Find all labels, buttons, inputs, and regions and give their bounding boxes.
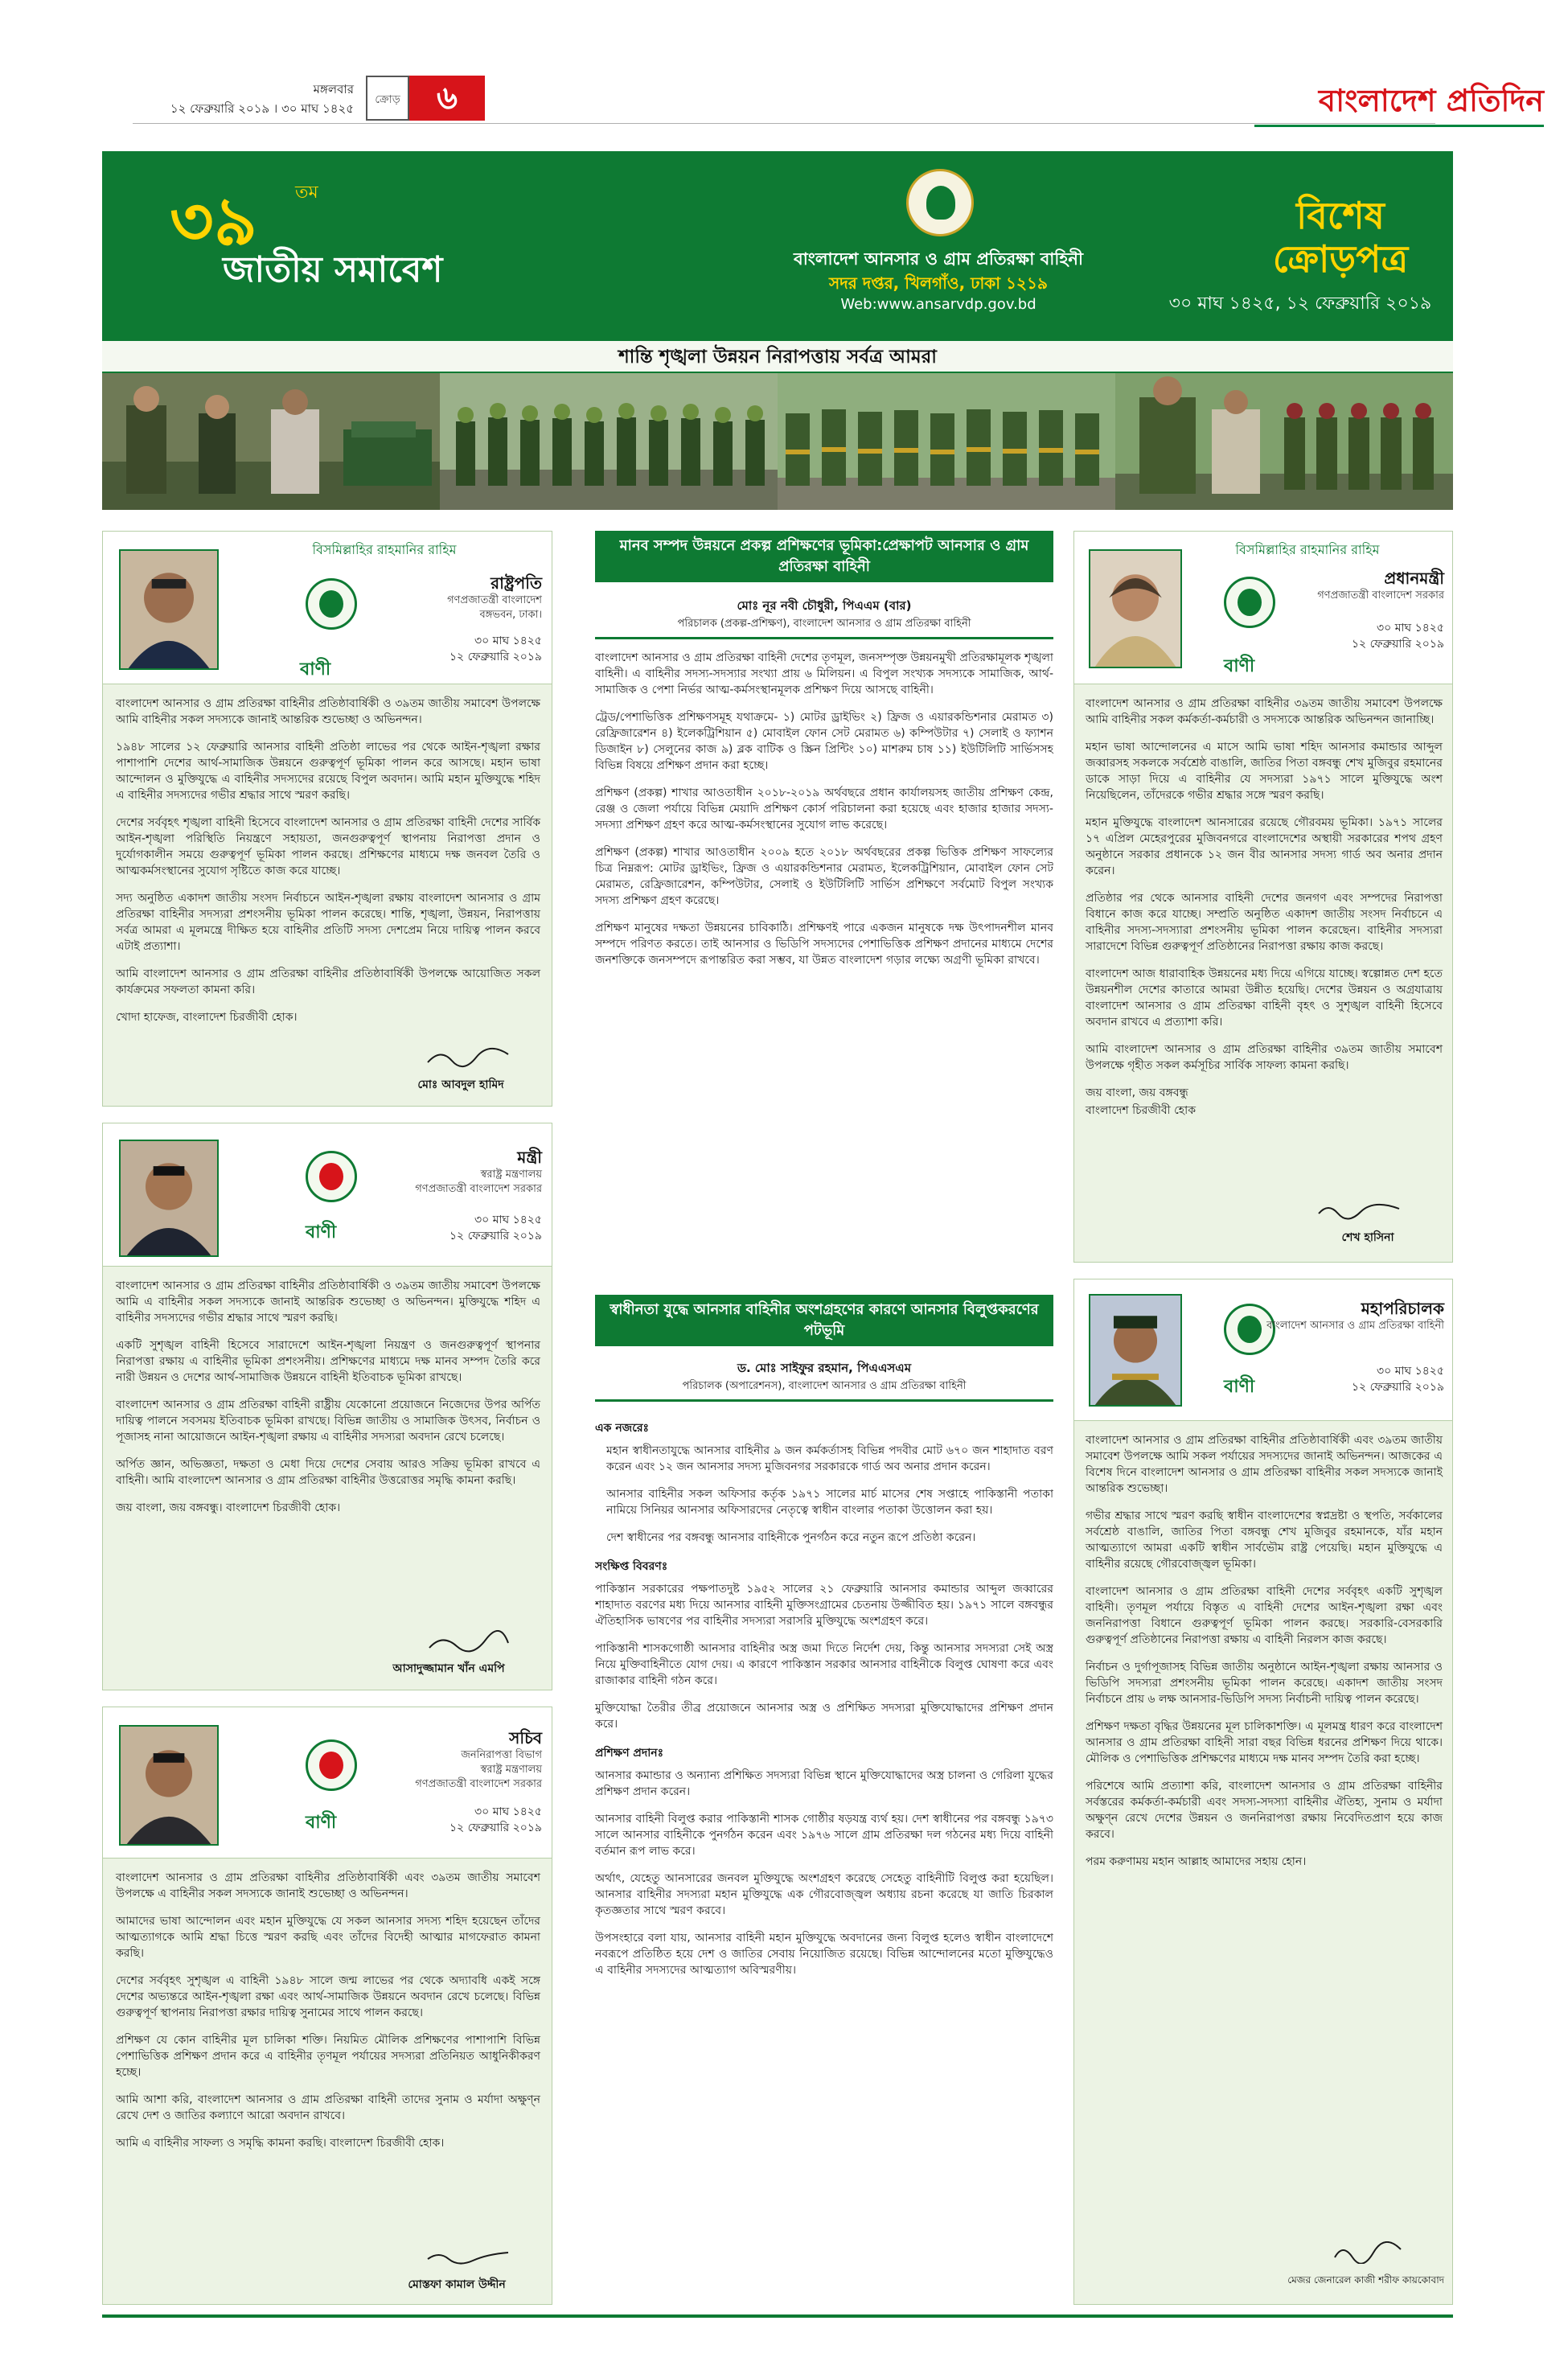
masthead-day: মঙ্গলবার: [313, 82, 354, 97]
page-number: ৬: [409, 76, 485, 121]
section-heading: এক নজরেঃ: [595, 1422, 649, 1435]
secretary-title: সচিব: [509, 1728, 542, 1748]
issue-date: ৩০ মাঘ ১৪২৫, ১২ ফেব্রুয়ারি ২০১৯: [1168, 294, 1432, 314]
home-minister-subtitle-2: গণপ্রজাতন্ত্রী বাংলাদেশ সরকার: [415, 1183, 542, 1195]
paragraph: সদ্য অনুষ্ঠিত একাদশ জাতীয় সংসদ নির্বাচনে আইন-শৃঙ্খলা রক্ষায় বাংলাদেশ আনসার ও গ্রাম প্রতিরক্ষা বাহিনীর সদস্যরা প্রশংসনীয় ভূমিকা পালন করেছে। শান্তি, শৃঙ্খলা, উন্নয়ন, নিরাপত্তায় সর্বত্র আমরা এ মূলমন্ত্রে দীক্ষিত হয়ে বাহিনীর প্রতিটি সদস্য দেশপ্রেম নিয়ে দায়িত্ব পালন করবে এটাই প্রত্যাশা।: [116, 892, 540, 953]
paragraph: বাংলাদেশ আনসার ও গ্রাম প্রতিরক্ষা বাহিনী দেশের সর্ববৃহৎ একটি সুশৃঙ্খল বাহিনী। তৃণমূল পর্যায়ে বিস্তৃত এ বাহিনী দেশের আইন-শৃঙ্খলা রক্ষা এবং জননিরাপত্তা বিধানে গুরুত্বপূর্ণ ভূমিকা পালন করছে। সরকারি-বেসরকারি গুরুত্বপূর্ণ প্রতিষ্ঠানের নিরাপত্তা রক্ষায় এ বাহিনী নিরলস কাজ করছে।: [1086, 1585, 1443, 1646]
paragraph: প্রশিক্ষণ দক্ষতা বৃদ্ধির উন্নয়নের মূল চালিকাশক্তি। এ মূলমন্ত্র ধারণ করে বাংলাদেশ আনসার ও গ্রাম প্রতিরক্ষা বাহিনী সারা বছর বিভিন্ন ধরনের প্রশিক্ষণ দিয়ে থাকে। মৌলিক ও পেশাভিত্তিক প্রশিক্ষণের মাধ্যমে দক্ষ মানব সম্পদ তৈরি করা হচ্ছে।: [1086, 1720, 1443, 1765]
director-general-title: মহাপরিচালক: [1361, 1299, 1444, 1318]
paragraph: বাংলাদেশ চিরজীবী হোক: [1086, 1104, 1197, 1117]
paragraph: প্রশিক্ষণ (প্রকল্প) শাখার আওতাধীন ২০১৮-২০১৯ অর্থবছরে প্রধান কার্যালয়সহ জাতীয় প্রশিক্ষণ কেন্দ্র, রেঞ্জ ও জেলা পর্যায়ে বিভিন্ন মেয়াদি প্রশিক্ষণ কোর্স পরিচালনা করা হয়েছে এবং হাজার হাজার সদস্য-সদস্যা প্রশিক্ষণ গ্রহণ করে আত্ম-কর্মসংস্থানের সুযোগ লাভ করেছে।: [595, 787, 1053, 832]
paragraph: আমি আশা করি, বাংলাদেশ আনসার ও গ্রাম প্রতিরক্ষা বাহিনী তাদের সুনাম ও মর্যাদা অক্ষুণ্ন রেখে দেশ ও জাতির কল্যাণে আরো অবদান রাখবে।: [116, 2093, 540, 2122]
ansar-emblem-icon: [906, 169, 974, 236]
president-seal-icon: [306, 578, 357, 630]
secretary-message-header: [103, 1707, 552, 1859]
article-title: মানব সম্পদ উন্নয়নে প্রকল্প প্রশিক্ষণের ভূমিকা:প্রেক্ষাপট আনসার ও গ্রাম প্রতিরক্ষা বাহিনী: [595, 531, 1053, 582]
section-heading: সংক্ষিপ্ত বিবরণঃ: [595, 1560, 668, 1573]
secretary-subtitle-3: গণপ্রজাতন্ত্রী বাংলাদেশ সরকার: [415, 1778, 542, 1790]
paragraph: আমি এ বাহিনীর সাফল্য ও সমৃদ্ধি কামনা করছি। বাংলাদেশ চিরজীবী হোক।: [116, 2137, 445, 2150]
slogan-bar: শান্তি শৃঙ্খলা উন্নয়ন নিরাপত্তায় সর্বত্র আমরা: [102, 341, 1453, 373]
director-general-date-en: ১২ ফেব্রুয়ারি ২০১৯: [1351, 1381, 1444, 1394]
organization-website: Web:www.ansarvdp.gov.bd: [840, 296, 1036, 313]
photo-strip: [102, 373, 1453, 510]
director-general-portrait: [1089, 1294, 1182, 1407]
home-minister-message-header: [103, 1123, 552, 1267]
paragraph: জয় বাংলা, জয় বঙ্গবন্ধু। বাংলাদেশ চিরজীবী হোক।: [116, 1501, 341, 1514]
paragraph: প্রশিক্ষণ যে কোন বাহিনীর মূল চালিকা শক্তি। নিয়মিত মৌলিক প্রশিক্ষণের পাশাপাশি বিভিন্ন পেশাভিত্তিক প্রশিক্ষণ প্রদান করে এ বাহিনীর তৃণমূল পর্যায়ের সদস্যরা প্রতিনিয়ত আধুনিকীকরণ হচ্ছে।: [116, 2034, 540, 2079]
president-message-header: [103, 532, 552, 684]
article-author: ড. মোঃ সাইফুর রহমান, পিএএসএম: [737, 1361, 912, 1375]
secretary-message-body: [116, 1870, 540, 2162]
paragraph: বাংলাদেশ আনসার ও গ্রাম প্রতিরক্ষা বাহিনী দেশের তৃণমূল, জনসম্পৃক্ত উন্নয়নমুখী প্রতিরক্ষামূলক শৃঙ্খলা বাহিনী। এ বাহিনীর সদস্য-সদস্যার সংখ্যা প্রায় ৬ মিলিয়ন। এ বিপুল সংখ্যক সদস্যকে সামাজিক, আর্থ-সামাজিক ও পেশা নির্ভর আত্ম-কর্মসংস্থানমূলক প্রশিক্ষণ দিয়ে আসছে বাহিনী।: [595, 651, 1053, 696]
president-date-en: ১২ ফেব্রুয়ারি ২০১৯: [449, 651, 542, 663]
paragraph: দেশের সর্ববৃহৎ শৃঙ্খলা বাহিনী হিসেবে বাংলাদেশ আনসার ও গ্রাম প্রতিরক্ষা বাহিনী দেশের সার্বিক আইন-শৃঙ্খলা পরিস্থিতি নিয়ন্ত্রণে সহায়তা, জনগুরুত্বপূর্ণ স্থাপনায় নিরাপত্তা প্রদান ও দুর্যোগকালীন সময়ে গুরুত্বপূর্ণ ভূমিকা পালন করছে। প্রশিক্ষণের মাধ্যমে দক্ষ জনবল তৈরি ও আত্মকর্মসংস্থানের সুযোগ সৃষ্টিতে কাজ করে যাচ্ছে।: [116, 816, 540, 877]
section-heading: প্রশিক্ষণ প্রদানঃ: [595, 1747, 664, 1760]
home-minister-signatory-name: আসাদুজ্জামান খাঁন এমপি: [392, 1662, 505, 1675]
paragraph: ট্রেড/পেশাভিত্তিক প্রশিক্ষণসমূহ যথাক্রমে- ১) মোটর ড্রাইভিং ২) ফ্রিজ ও এয়ারকন্ডিশনার মেরামত ৩) রেফ্রিজারেশন ৪) ইলেকট্রিশিয়ান ৫) মোবাইল ফোন সেট মেরামত ৬) কম্পিউটার ৭) সেলাই ও ফ্যাশন ডিজাইন ৮) সেলুনের কাজ ৯) ব্লক বাটিক ও স্ক্রিন প্রিন্টিং ১০) মাশরুম চাষ ১১) ইউটিলিটি সার্ভিসসহ বিভিন্ন বিষয়ে প্রশিক্ষণ প্রদান করা হচ্ছে।: [595, 711, 1053, 772]
message-label: বাণী: [306, 1813, 337, 1833]
secretary-portrait: [119, 1725, 219, 1846]
list-item: দেশ স্বাধীনের পর বঙ্গবন্ধু আনসার বাহিনীকে পুনর্গঠন করে নতুন রূপে প্রতিষ্ঠা করেন।: [606, 1531, 976, 1544]
prime-minister-portrait: [1089, 549, 1182, 668]
paragraph: উপসংহারে বলা যায়, আনসার বাহিনী মহান মুক্তিযুদ্ধে অবদানের জন্য বিলুপ্ত হলেও স্বাধীন বাংলাদেশে নবরূপে প্রতিষ্ঠিত হয়ে দেশ ও জাতির সেবায় নিয়োজিত রয়েছে। বিভিন্ন আন্দোলনের মতো মুক্তিযুদ্ধেও এ বাহিনীর সদস্যদের আত্মত্যাগ অবিস্মরণীয়।: [595, 1932, 1053, 1977]
bismillah-calligraphy: বিসমিল্লাহির রাহমানির রাহিম: [312, 542, 457, 557]
home-minister-title: মন্ত্রী: [517, 1148, 542, 1167]
prime-minister-message-header: [1074, 532, 1452, 684]
paragraph: বাংলাদেশ আনসার ও গ্রাম প্রতিরক্ষা বাহিনী রাষ্ট্রীয় যেকোনো প্রয়োজনে নিজেদের উপর অর্পিত দায়িত্ব পালনে সবসময় ইতিবাচক ভূমিকা রাখছে। বিভিন্ন জাতীয় ও সামাজিক উৎসব, নির্বাচন ও পূজাসহ নানা আয়োজনে আইন-শৃঙ্খলা রক্ষায় এ বাহিনীর সদস্যরা অবদান রেখে চলেছে।: [116, 1399, 540, 1444]
president-signatory-name: মোঃ আবদুল হামিদ: [417, 1078, 504, 1091]
paragraph: মহান ভাষা আন্দোলনের এ মাসে আমি ভাষা শহিদ আনসার কমান্ডার আব্দুল জব্বারসহ সকলকে সর্বশ্রেষ্ঠ বাঙালি, জাতির পিতা বঙ্গবন্ধু শেখ মুজিবুর রহমানের ডাকে সাড়া দিয়ে এ বাহিনীর যে সদস্যরা ১৯৭১ সালে মুক্তিযুদ্ধে অংশ নিয়েছিলেন, তাঁদেরকে গভীর শ্রদ্ধার সঙ্গে স্মরণ করছি।: [1086, 741, 1443, 802]
article-title: স্বাধীনতা যুদ্ধে আনসার বাহিনীর অংশগ্রহণের কারণে আনসার বিলুপ্তকরণের পটভূমি: [595, 1295, 1053, 1346]
masthead-date: ১২ ফেব্রুয়ারি ২০১৯ । ৩০ মাঘ ১৪২৫: [170, 101, 354, 116]
special-label-1: বিশেষ: [1296, 194, 1385, 237]
home-minister-message-body: [116, 1278, 540, 1527]
paragraph: বাংলাদেশ আনসার ও গ্রাম প্রতিরক্ষা বাহিনীর প্রতিষ্ঠাবার্ষিকী ও ৩৯তম জাতীয় সমাবেশ উপলক্ষে আমি বাহিনীর সকল সদস্যকে জানাই আন্তরিক শুভেচ্ছা ও অভিনন্দন।: [116, 697, 540, 726]
bismillah-calligraphy: বিসমিল্লাহির রাহমানির রাহিম: [1235, 542, 1380, 557]
secretary-subtitle-2: স্বরাষ্ট্র মন্ত্রণালয়: [480, 1764, 542, 1776]
director-general-date-bn: ৩০ মাঘ ১৪২৫: [1377, 1365, 1444, 1378]
secretary-subtitle: জননিরাপত্তা বিভাগ: [461, 1749, 542, 1761]
secretary-date-en: ১২ ফেব্রুয়ারি ২০১৯: [449, 1822, 542, 1834]
paragraph: পরম করুণাময় মহান আল্লাহ আমাদের সহায় হোন।: [1086, 1855, 1307, 1868]
government-seal-icon: [306, 1151, 357, 1202]
article-author-role: পরিচালক (প্রকল্প-প্রশিক্ষণ), বাংলাদেশ আনসার ও গ্রাম প্রতিরক্ষা বাহিনী: [677, 618, 971, 630]
page-section-label: ক্রোড়: [375, 93, 400, 106]
paragraph: প্রশিক্ষণ (প্রকল্প) শাখার আওতাধীন ২০০৯ হতে ২০১৮ অর্থবছরের প্রকল্প ভিত্তিক প্রশিক্ষণ সাফল্যের চিত্র নিম্নরূপ: মোটর ড্রাইভিং, ফ্রিজ ও এয়ারকন্ডিশনার মেরামত, ইলেকট্রিশিয়ান, মোবাইল ফোন সেট মেরামত, রেফ্রিজারেশন, কম্পিউটার, সেলাই ও ইউটিলিটি সার্ভিস প্রশিক্ষণে সর্বমোট বিপুল সংখ্যক সদস্য প্রশিক্ষণ গ্রহণ করেছে।: [595, 846, 1053, 907]
edition-suffix: তম: [295, 183, 318, 203]
home-minister-signature: [425, 1630, 513, 1653]
director-general-signature: [1332, 2241, 1404, 2264]
article-body: [595, 650, 1053, 980]
prime-minister-message: [1073, 531, 1453, 1263]
paragraph: আমি বাংলাদেশ আনসার ও গ্রাম প্রতিরক্ষা বাহিনীর প্রতিষ্ঠাবার্ষিকী উপলক্ষে আয়োজিত সকল কার্যক্রমের সফলতা কামনা করি।: [116, 967, 540, 996]
prime-minister-signature: [1316, 1199, 1404, 1222]
event-title: জাতীয় সমাবেশ: [223, 249, 443, 290]
paragraph: মহান মুক্তিযুদ্ধে বাংলাদেশ আনসারের রয়েছে গৌরবময় ভূমিকা। ১৯৭১ সালের ১৭ এপ্রিল মেহেরপুরের মুজিবনগরে বাংলাদেশের অস্থায়ী সরকারের শপথ গ্রহণ অনুষ্ঠানে সরকার প্রধানকে ১২ জন বীর আনসার সদস্য গার্ড অব অনার প্রদান করেন।: [1086, 816, 1443, 877]
home-minister-date-bn: ৩০ মাঘ ১৪২৫: [474, 1214, 542, 1226]
page-section-box: [366, 76, 409, 121]
prime-minister-title: প্রধানমন্ত্রী: [1384, 569, 1444, 588]
list-item: মহান স্বাধীনতাযুদ্ধে আনসার বাহিনীর ৯ জন কর্মকর্তাসহ বিভিন্ন পদবীর মোট ৬৭০ জন শাহাদাত বরণ করেন এবং ১২ জন আনসার সদস্য মুজিবনগর সরকারকে গার্ড অব অনার প্রদান করেন।: [606, 1444, 1053, 1473]
message-label: বাণী: [1224, 1377, 1255, 1397]
article-human-resources: [595, 531, 1053, 1198]
director-general-message: [1073, 1279, 1453, 2305]
article-divider: [595, 637, 1053, 639]
paragraph: প্রশিক্ষণ মানুষের দক্ষতা উন্নয়নের চাবিকাঠি। প্রশিক্ষণই পারে একজন মানুষকে দক্ষ উৎপাদনশীল মানব সম্পদে পরিণত করতে। তাই আনসার ও ভিডিপি সদস্যদের পেশাভিত্তিক প্রশিক্ষণ প্রদানের মাধ্যমে দেশের জনশক্তিকে জনসম্পদে রূপান্তরিত করা সম্ভব, যা উন্নত বাংলাদেশ গড়ার লক্ষ্যে অগ্রণী ভূমিকা রাখবে।: [595, 922, 1053, 967]
director-general-subtitle: বাংলাদেশ আনসার ও গ্রাম প্রতিরক্ষা বাহিনী: [1266, 1320, 1444, 1332]
paragraph: আমাদের ভাষা আন্দোলন এবং মহান মুক্তিযুদ্ধে যে সকল আনসার সদস্য শহিদ হয়েছেন তাঁদের আত্মত্যাগকে আমি শ্রদ্ধা চিত্তে স্মরণ করছি এবং তাঁদের বিদেহী আত্মার মাগফেরাত কামনা করছি।: [116, 1915, 540, 1960]
home-minister-portrait: [119, 1140, 219, 1257]
logo-underline: [1254, 125, 1544, 127]
paragraph: মুক্তিযোদ্ধা তৈরীর তীব্র প্রয়োজনে আনসার অস্ত্র ও প্রশিক্ষিত সদস্যরা মুক্তিযোদ্ধাদের প্রশিক্ষণ প্রদান করে।: [595, 1702, 1053, 1731]
paragraph: অর্থাৎ, যেহেতু আনসারের জনবল মুক্তিযুদ্ধে অংশগ্রহণ করেছে সেহেতু বাহিনীটি বিলুপ্ত করা হয়েছিল। আনসার বাহিনীর সদস্যরা মহান মুক্তিযুদ্ধে এক গৌরবোজ্জ্বল অধ্যায় রচনা করেছে যা জাতি চিরকাল কৃতজ্ঞতার সাথে স্মরণ করবে।: [595, 1872, 1053, 1917]
director-general-message-header: [1074, 1279, 1452, 1421]
president-signature: [425, 1046, 513, 1069]
paragraph: আনসার বাহিনী বিলুপ্ত করার পাকিস্তানী শাসক গোষ্ঠীর ষড়যন্ত্র ব্যর্থ হয়। দেশ স্বাধীনের পর বঙ্গবন্ধু ১৯৭৩ সালে আনসার বাহিনীকে পুনর্গঠন করেন এবং ১৯৭৬ সালে গ্রাম প্রতিরক্ষা দল গঠনের মধ্য দিয়ে বাহিনী বর্তমান রূপ লাভ করে।: [595, 1813, 1053, 1858]
government-seal-icon: [306, 1739, 357, 1791]
paragraph: পাকিস্তানী শাসকগোষ্ঠী আনসার বাহিনীর অস্ত্র জমা দিতে নির্দেশ দেয়, কিন্তু আনসার সদস্যরা সেই অস্ত্র নিয়ে মুক্তিবাহিনীতে যোগ দেয়। এ কারণে পাকিস্তান সরকার আনসার বাহিনীকে বিলুপ্ত ঘোষণা করে এবং রাজাকার বাহিনী গঠন করে।: [595, 1642, 1053, 1687]
masthead: [0, 0, 1568, 137]
article-author: মোঃ নূর নবী চৌধুরী, পিএএম (বার): [737, 598, 912, 613]
president-title: রাষ্ট্রপতি: [491, 573, 542, 593]
paragraph: দেশের সর্ববৃহৎ সুশৃঙ্খল এ বাহিনী ১৯৪৮ সালে জন্ম লাভের পর থেকে অদ্যাবধি একই সঙ্গে দেশের অভ্যন্তরে আইন-শৃঙ্খলা রক্ষা এবং আর্থ-সামাজিক উন্নয়নে অবদান রেখে চলেছে। বিভিন্ন গুরুত্বপূর্ণ স্থাপনায় নিরাপত্তা রক্ষার দায়িত্ব সুনামের সাথে পালন করছে।: [116, 1974, 540, 2019]
paragraph: ১৯৪৮ সালের ১২ ফেব্রুয়ারি আনসার বাহিনী প্রতিষ্ঠা লাভের পর থেকে আইন-শৃঙ্খলা রক্ষার পাশাপাশি দেশের আর্থ-সামাজিক উন্নয়নে গুরুত্বপূর্ণ ভূমিকা পালন করে আসছে। মহান ভাষা আন্দোলন ও মুক্তিযুদ্ধে এ বাহিনীর সদস্যদের রয়েছে বিপুল অবদান। আমি মহান মুক্তিযুদ্ধে শহিদ এ বাহিনীর সদস্যদের গভীর শ্রদ্ধার সাথে স্মরণ করছি।: [116, 741, 540, 802]
president-message: [102, 531, 552, 1107]
prime-minister-signatory-name: শেখ হাসিনা: [1341, 1231, 1394, 1244]
director-general-signatory-name: মেজর জেনারেল কাজী শরীফ কায়কোবাদ: [1287, 2274, 1444, 2286]
prime-minister-date-en: ১২ ফেব্রুয়ারি ২০১৯: [1351, 638, 1444, 651]
paragraph: আনসার কমান্ডার ও অন্যান্য প্রশিক্ষিত সদস্যরা বিভিন্ন স্থানে মুক্তিযোদ্ধাদের অস্ত্র চালনা ও গেরিলা যুদ্ধের প্রশিক্ষণ প্রদান করেন।: [595, 1769, 1053, 1798]
supplement-banner: [102, 151, 1453, 341]
secretary-signatory-name: মোস্তফা কামাল উদ্দীন: [408, 2278, 506, 2291]
president-subtitle-2: বঙ্গভবন, ঢাকা।: [479, 609, 542, 621]
home-minister-date-en: ১২ ফেব্রুয়ারি ২০১৯: [449, 1230, 542, 1242]
secretary-message: [102, 1707, 552, 2305]
paragraph: অর্পিত জ্ঞান, অভিজ্ঞতা, দক্ষতা ও মেধা দিয়ে দেশের সেবায় আরও সক্রিয় ভূমিকা রাখবে এ বাহিনী। আমি বাংলাদেশ আনসার ও গ্রাম প্রতিরক্ষা বাহিনীর উত্তরোত্তর সমৃদ্ধি কামনা করছি।: [116, 1458, 540, 1487]
message-label: বাণী: [306, 1222, 337, 1242]
prime-minister-message-body: [1086, 696, 1443, 1130]
president-message-body: [116, 696, 540, 1037]
paragraph: বাংলাদেশ আনসার ও গ্রাম প্রতিরক্ষা বাহিনীর ৩৯তম জাতীয় সমাবেশ উপলক্ষে আমি বাহিনীর সকল কর্মকর্তা-কর্মচারী ও সদস্যকে আন্তরিক অভিনন্দন জানাচ্ছি।: [1086, 697, 1443, 726]
paragraph: জয় বাংলা, জয় বঙ্গবন্ধু: [1086, 1086, 1188, 1099]
photo-ceremony: [102, 373, 440, 510]
article-divider: [595, 1399, 1053, 1402]
paragraph: গভীর শ্রদ্ধার সাথে স্মরণ করছি স্বাধীন বাংলাদেশের স্বপ্নদ্রষ্টা ও স্থপতি, সর্বকালের সর্বশ্রেষ্ঠ বাঙালি, জাতির পিতা বঙ্গবন্ধু শেখ মুজিবুর রহমানকে, যাঁর মহান আত্মত্যাগে আমরা একটি স্বাধীন সার্বভৌম রাষ্ট্র পেয়েছি। মহান মুক্তিযুদ্ধে এ বাহিনীর রয়েছে গৌরবোজ্জ্বল ভূমিকা।: [1086, 1509, 1443, 1571]
prime-minister-subtitle: গণপ্রজাতন্ত্রী বাংলাদেশ সরকার: [1317, 589, 1444, 602]
president-portrait: [119, 549, 219, 670]
article-body: [595, 1411, 1053, 1990]
paragraph: বাংলাদেশ আনসার ও গ্রাম প্রতিরক্ষা বাহিনীর প্রতিষ্ঠাবার্ষিকী এবং ৩৯তম জাতীয় সমাবেশ উপলক্ষে আমি সকল পর্যায়ের সদস্যদের জানাই অভিনন্দন। আজকের এ বিশেষ দিনে বাংলাদেশ আনসার ও গ্রাম প্রতিরক্ষা বাহিনীর সকল সদস্যকে জানাই আন্তরিক শুভেচ্ছা।: [1086, 1434, 1443, 1495]
organization-name: বাংলাদেশ আনসার ও গ্রাম প্রতিরক্ষা বাহিনী: [794, 249, 1083, 269]
list-item: আনসার বাহিনীর সকল অফিসার কর্তৃক ১৯৭১ সালের মার্চ মাসের শেষ সপ্তাহে পাকিস্তানী পতাকা নামিয়ে সিনিয়র আনসার অফিসারদের নেতৃত্বে স্বাধীন বাংলার পতাকা উত্তোলন করা হয়।: [606, 1488, 1053, 1517]
page-bottom-rule: [102, 2314, 1453, 2318]
article-author-role: পরিচালক (অপারেশনস), বাংলাদেশ আনসার ও গ্রাম প্রতিরক্ষা বাহিনী: [682, 1380, 967, 1392]
paragraph: বাংলাদেশ আজ ধারাবাহিক উন্নয়নের মধ্য দিয়ে এগিয়ে যাচ্ছে। স্বল্পোন্নত দেশ হতে উন্নয়নশীল দেশের কাতারে আমরা উন্নীত হয়েছি। দেশের উন্নয়ন ও অগ্রযাত্রায় বাংলাদেশ আনসার ও গ্রাম প্রতিরক্ষা বাহিনী বৃহৎ ও সুশৃঙ্খল বাহিনী হিসেবে অবদান রাখবে এ প্রত্যাশা করি।: [1086, 967, 1443, 1029]
paragraph: বাংলাদেশ আনসার ও গ্রাম প্রতিরক্ষা বাহিনীর প্রতিষ্ঠাবার্ষিকী এবং ৩৯তম জাতীয় সমাবেশ উপলক্ষে এ বাহিনীর সকল সদস্যকে জানাই শুভেচ্ছা ও অভিনন্দন।: [116, 1871, 540, 1900]
paragraph: প্রতিষ্ঠার পর থেকে আনসার বাহিনী দেশের জনগণ এবং সম্পদের নিরাপত্তা বিধানে কাজ করে যাচ্ছে। সম্প্রতি অনুষ্ঠিত একাদশ জাতীয় সংসদ নির্বাচনে এ বাহিনীর সদস্য-সদস্যারা প্রশংসনীয় ভূমিকা পালন করেছেন। বাহিনীর সদস্যরা সারাদেশে বিভিন্ন গুরুত্বপূর্ণ প্রতিষ্ঠানের নিরাপত্তা রক্ষায় কাজ করছে।: [1086, 892, 1443, 953]
director-general-message-body: [1086, 1432, 1443, 1881]
masthead-divider: [133, 123, 1435, 124]
photo-parade: [440, 373, 778, 510]
paragraph: পাকিস্তান সরকারের পক্ষপাতদুষ্ট ১৯৫২ সালের ২১ ফেব্রুয়ারি আনসার কমান্ডার আব্দুল জব্বারের শাহাদাত বরণের মধ্য দিয়ে আনসার বাহিনী মুক্তিসংগ্রামের চেতনায় উজ্জীবিত হয়। ১৯৭১ সালে বঙ্গবন্ধুর ঐতিহাসিক ভাষণের পর বাহিনীর সদস্যরা সরাসরি মুক্তিযুদ্ধে অংশগ্রহণ করে।: [595, 1583, 1053, 1628]
paragraph: পরিশেষে আমি প্রত্যাশা করি, বাংলাদেশ আনসার ও গ্রাম প্রতিরক্ষা বাহিনীর সর্বস্তরের কর্মকর্তা-কর্মচারী এবং সদস্য-সদস্যা বাহিনীর ঐতিহ্য, সুনাম ও মর্যাদা অক্ষুণ্ন রেখে দেশের উন্নয়ন ও জননিরাপত্তা রক্ষায় নিবেদিতপ্রাণ হয়ে কাজ করবে।: [1086, 1780, 1443, 1841]
photo-guard-of-honour: [1115, 373, 1453, 510]
home-minister-message: [102, 1123, 552, 1690]
president-date-bn: ৩০ মাঘ ১৪২৫: [474, 635, 542, 647]
paragraph: একটি সুশৃঙ্খল বাহিনী হিসেবে সারাদেশে আইন-শৃঙ্খলা নিয়ন্ত্রণ ও জনগুরুত্বপূর্ণ স্থাপনার নিরাপত্তা রক্ষায় এ বাহিনীর ভূমিকা প্রশংসনীয়। প্রশিক্ষণের মাধ্যমে দক্ষ মানব সম্পদ তৈরি করে নারী উন্নয়ন ও দেশের আর্থ-সামাজিক উন্নয়নে বাহিনী ইতিবাচক ভূমিকা রাখছে।: [116, 1339, 540, 1384]
article-liberation-war: [595, 1295, 1053, 2305]
paragraph: বাংলাদেশ আনসার ও গ্রাম প্রতিরক্ষা বাহিনীর প্রতিষ্ঠাবার্ষিকী ও ৩৯তম জাতীয় সমাবেশ উপলক্ষে আমি এ বাহিনীর সকল সদস্যকে জানাই আন্তরিক শুভেচ্ছা ও অভিনন্দন। মুক্তিযুদ্ধে শহিদ এ বাহিনীর সদস্যদের গভীর শ্রদ্ধার সাথে স্মরণ করছি।: [116, 1279, 540, 1325]
edition-number: ৩৯: [170, 181, 258, 261]
secretary-date-bn: ৩০ মাঘ ১৪২৫: [474, 1805, 542, 1818]
home-minister-subtitle: স্বরাষ্ট্র মন্ত্রণালয়: [480, 1169, 542, 1181]
paragraph: নির্বাচন ও দুর্গাপূজাসহ বিভিন্ন জাতীয় অনুষ্ঠানে আইন-শৃঙ্খলা রক্ষায় আনসার ও ভিডিপি সদস্যরা প্রশংসনীয় ভূমিকা পালন করেছে। একাদশ জাতীয় সংসদ নির্বাচনে প্রায় ৬ লক্ষ আনসার-ভিডিপি সদস্য নির্বাচনী দায়িত্ব পালন করেছে।: [1086, 1661, 1443, 1706]
headquarters-address: সদর দপ্তর, খিলগাঁও, ঢাকা ১২১৯: [829, 273, 1048, 293]
prime-minister-date-bn: ৩০ মাঘ ১৪২৫: [1377, 622, 1444, 635]
newspaper-logo: বাংলাদেশ প্রতিদিন: [1318, 83, 1544, 118]
paragraph: খোদা হাফেজ, বাংলাদেশ চিরজীবী হোক।: [116, 1011, 298, 1024]
paragraph: আমি বাংলাদেশ আনসার ও গ্রাম প্রতিরক্ষা বাহিনীর ৩৯তম জাতীয় সমাবেশ উপলক্ষে গৃহীত সকল কর্মসূচির সার্বিক সাফল্য কামনা করছি।: [1086, 1043, 1443, 1072]
special-label-2: ক্রোড়পত্র: [1272, 237, 1409, 281]
president-subtitle: গণপ্রজাতন্ত্রী বাংলাদেশ: [447, 594, 542, 606]
message-label: বাণী: [1224, 656, 1255, 676]
secretary-signature: [425, 2246, 513, 2269]
photo-march: [778, 373, 1115, 510]
message-label: বাণী: [300, 659, 331, 680]
